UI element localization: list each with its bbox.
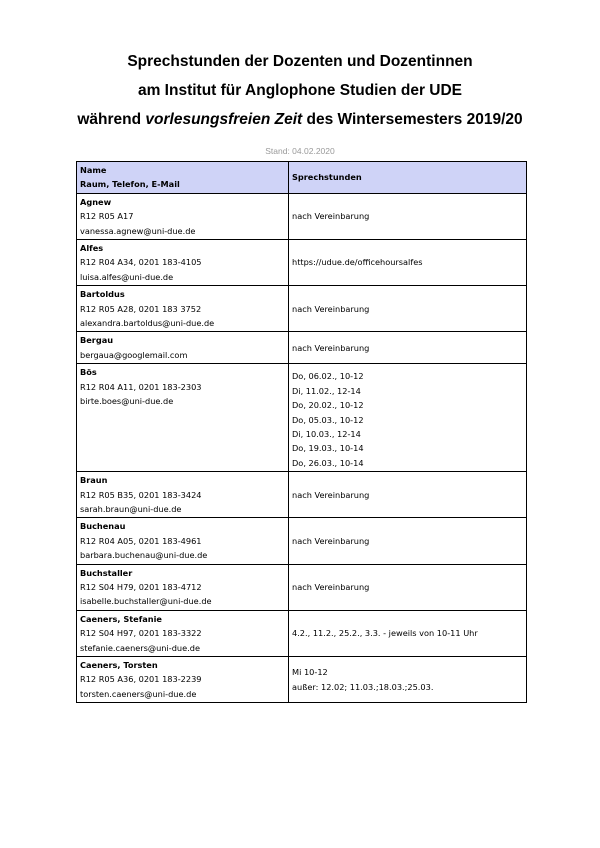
hours-entry: nach Vereinbarung [292,535,370,546]
lecturer-name: Buchstaller [80,567,133,578]
hours-entry: Do, 20.02., 10-12 [292,400,364,411]
table-row [77,564,527,610]
table-row [77,193,527,239]
hours-entry: nach Vereinbarung [292,581,370,592]
table-row [77,610,527,656]
hours-entry: Mi 10-12 [292,667,328,678]
lecturer-name: Alfes [80,243,104,254]
hours-cell [289,518,527,564]
hours-entry: Di, 11.02., 12-14 [292,385,361,396]
header-contact-label: Raum, Telefon, E-Mail [80,179,180,190]
office-hours-table [76,161,527,703]
table-row [77,332,527,364]
table-row [77,472,527,518]
contact-cell [77,610,289,656]
email-link[interactable]: alexandra.bartoldus@uni-due.de [80,318,215,329]
email-link[interactable]: bergaua@googlemail.com [80,349,188,360]
contact-cell [77,193,289,239]
title-line-3-italic: vorlesungsfreien Zeit [145,111,303,128]
room-phone: R12 R04 A11, 0201 183-2303 [80,381,202,392]
hours-entry: Di, 10.03., 12-14 [292,428,361,439]
hours-cell [289,657,527,703]
lecturer-name: Bartoldus [80,289,125,300]
hours-entry: Do, 19.03., 10-14 [292,443,364,454]
document-header [0,52,600,139]
contact-cell [77,332,289,364]
room-phone: R12 R05 A17 [80,211,134,222]
hours-entry: nach Vereinbarung [292,211,370,222]
lecturer-name: Caeners, Torsten [80,660,158,670]
stand-date: Stand: 04.02.2020 [265,146,335,156]
email-link[interactable]: luisa.alfes@uni-due.de [80,271,174,282]
room-phone: R12 R05 A36, 0201 183-2239 [80,674,202,685]
contact-cell [77,564,289,610]
hours-cell [289,286,527,332]
hours-cell [289,364,527,472]
email-link[interactable]: sarah.braun@uni-due.de [80,503,182,514]
table-row [77,240,527,286]
hours-entry: außer: 12.02; 11.03.;18.03.;25.03. [292,681,434,692]
hours-cell [289,240,527,286]
email-link[interactable]: vanessa.agnew@uni-due.de [80,225,196,236]
hours-cell [289,472,527,518]
table-row [77,657,527,703]
hours-entry: Do, 26.03., 10-14 [292,457,364,468]
email-link[interactable]: isabelle.buchstaller@uni-due.de [80,596,212,607]
room-phone: R12 S04 H97, 0201 183-3322 [80,628,202,639]
document-title-line-1: Sprechstunden der Dozenten und Dozentinnen [127,53,473,70]
email-link[interactable]: stefanie.caeners@uni-due.de [80,642,200,653]
hours-cell [289,332,527,364]
header-name-cell [77,162,289,194]
title-line-3-prefix: während [77,111,146,128]
hours-entry: nach Vereinbarung [292,342,370,353]
contact-cell [77,240,289,286]
table-row [77,518,527,564]
contact-cell [77,364,289,472]
lecturer-name: Braun [80,475,108,486]
lecturer-name: Caeners, Stefanie [80,613,162,624]
email-link[interactable]: barbara.buchenau@uni-due.de [80,550,208,561]
hours-entry: Do, 05.03., 10-12 [292,414,364,425]
room-phone: R12 R04 A34, 0201 183-4105 [80,257,202,268]
table-row [77,286,527,332]
hours-entry: Do, 06.02., 10-12 [292,371,364,382]
contact-cell [77,657,289,703]
lecturer-name: Buchenau [80,521,126,532]
header-hours-cell: Sprechstunden [289,162,527,194]
table-row [77,364,527,472]
room-phone: R12 R05 B35, 0201 183-3424 [80,489,202,500]
document-title-line-3 [0,110,600,129]
hours-link[interactable]: https://udue.de/officehoursalfes [292,257,423,268]
contact-cell [77,286,289,332]
lecturer-name: Bergau [80,335,114,346]
room-phone: R12 S04 H79, 0201 183-4712 [80,581,202,592]
hours-cell [289,610,527,656]
hours-entry: nach Vereinbarung [292,303,370,314]
room-phone: R12 R04 A05, 0201 183-4961 [80,535,202,546]
hours-entry: 4.2., 11.2., 25.2., 3.3. - jeweils von 10-11 Uhr [292,628,478,639]
contact-cell [77,472,289,518]
title-line-3-suffix: des Wintersemesters 2019/20 [302,111,523,128]
document-title-line-2: am Institut für Anglophone Studien der UDE [137,82,463,99]
hours-cell [289,193,527,239]
hours-entry: nach Vereinbarung [292,489,370,500]
table-header-row [77,162,527,194]
header-name-label: Name [80,165,107,175]
contact-cell [77,518,289,564]
hours-cell [289,564,527,610]
room-phone: R12 R05 A28, 0201 183 3752 [80,303,202,314]
email-link[interactable]: torsten.caeners@uni-due.de [80,688,197,699]
email-link[interactable]: birte.boes@uni-due.de [80,396,174,407]
lecturer-name: Bös [80,367,97,378]
lecturer-name: Agnew [80,196,112,207]
